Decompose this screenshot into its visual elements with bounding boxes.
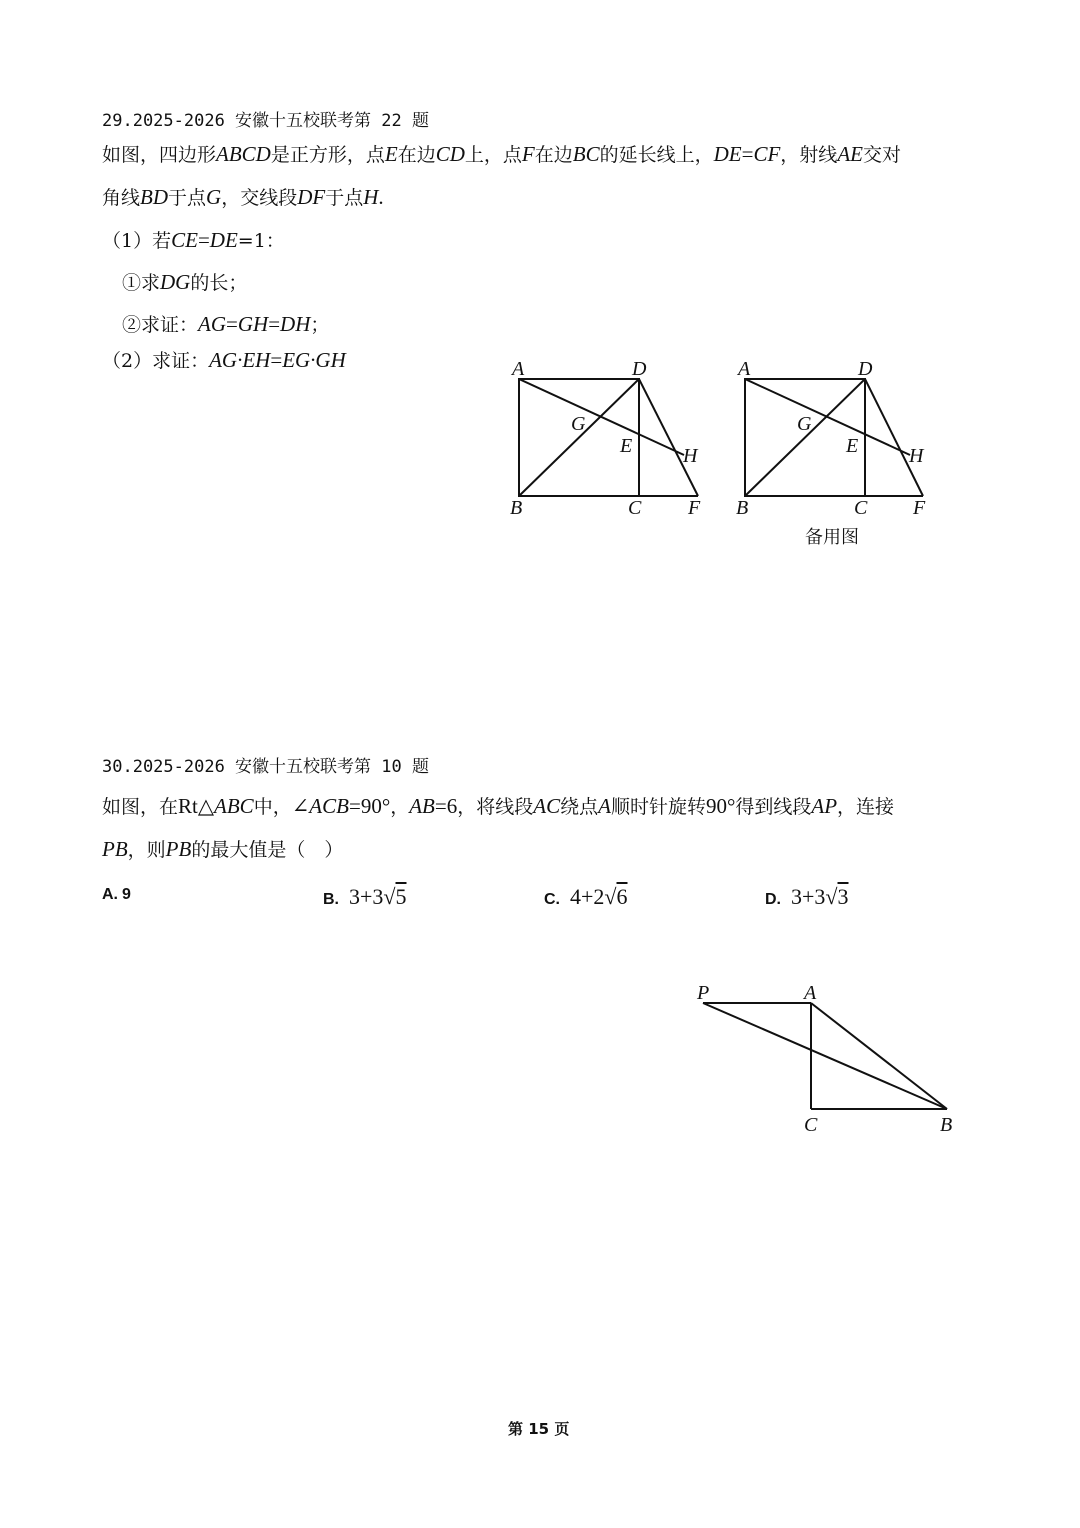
- label-h-backup: H: [909, 445, 924, 467]
- label-a: A: [512, 358, 525, 380]
- label-c-q30: C: [804, 1114, 818, 1136]
- label-a-backup: A: [738, 358, 751, 380]
- label-p: P: [697, 982, 710, 1004]
- label-a-q30: A: [804, 982, 817, 1004]
- q29-part1: （1）若CE=DE=1：: [102, 228, 285, 252]
- backup-caption: 备用图: [805, 527, 859, 548]
- q29-part1a: ①求DG的长；: [122, 270, 248, 294]
- label-b: B: [510, 497, 523, 519]
- label-e: E: [620, 435, 633, 457]
- option-a[interactable]: A. 9: [102, 886, 131, 903]
- option-d[interactable]: D. 3+3√3: [765, 884, 849, 909]
- label-c: C: [628, 497, 642, 519]
- label-d: D: [632, 358, 647, 380]
- label-f-backup: F: [913, 497, 926, 519]
- q30-header: 30.2025-2026 安徽十五校联考第 10 题: [102, 757, 429, 777]
- q30-line2: PB，则PB的最大值是（ ）: [102, 837, 344, 861]
- label-c-backup: C: [854, 497, 868, 519]
- label-g-backup: G: [797, 413, 812, 435]
- label-f: F: [688, 497, 701, 519]
- q29-part1b: ②求证：AG=GH=DH；: [122, 312, 330, 336]
- segment-ab: [811, 1003, 947, 1109]
- label-e-backup: E: [846, 435, 859, 457]
- option-c[interactable]: C. 4+2√6: [544, 884, 628, 909]
- label-d-backup: D: [858, 358, 873, 380]
- label-b-q30: B: [940, 1114, 953, 1136]
- label-b-backup: B: [736, 497, 749, 519]
- label-h: H: [683, 445, 698, 467]
- q29-line1: 如图，四边形ABCD是正方形，点E在边CD上，点F在边BC的延长线上，DE=CF，射线AE交对: [102, 142, 901, 166]
- q30-line1: 如图，在Rt△ABC中，∠ACB=90°，AB=6，将线段AC绕点A顺时针旋转90°得到线段AP，连接: [102, 794, 895, 818]
- q29-line2: 角线BD于点G，交线段DF于点H.: [102, 185, 384, 209]
- q29-header: 29.2025-2026 安徽十五校联考第 22 题: [102, 111, 429, 131]
- option-b[interactable]: B. 3+3√5: [323, 884, 407, 909]
- segment-pb: [703, 1003, 947, 1109]
- page-number: 第 15 页: [508, 1420, 570, 1438]
- label-g: G: [571, 413, 586, 435]
- q29-part2: （2）求证：AG·EH=EG·GH: [102, 348, 346, 372]
